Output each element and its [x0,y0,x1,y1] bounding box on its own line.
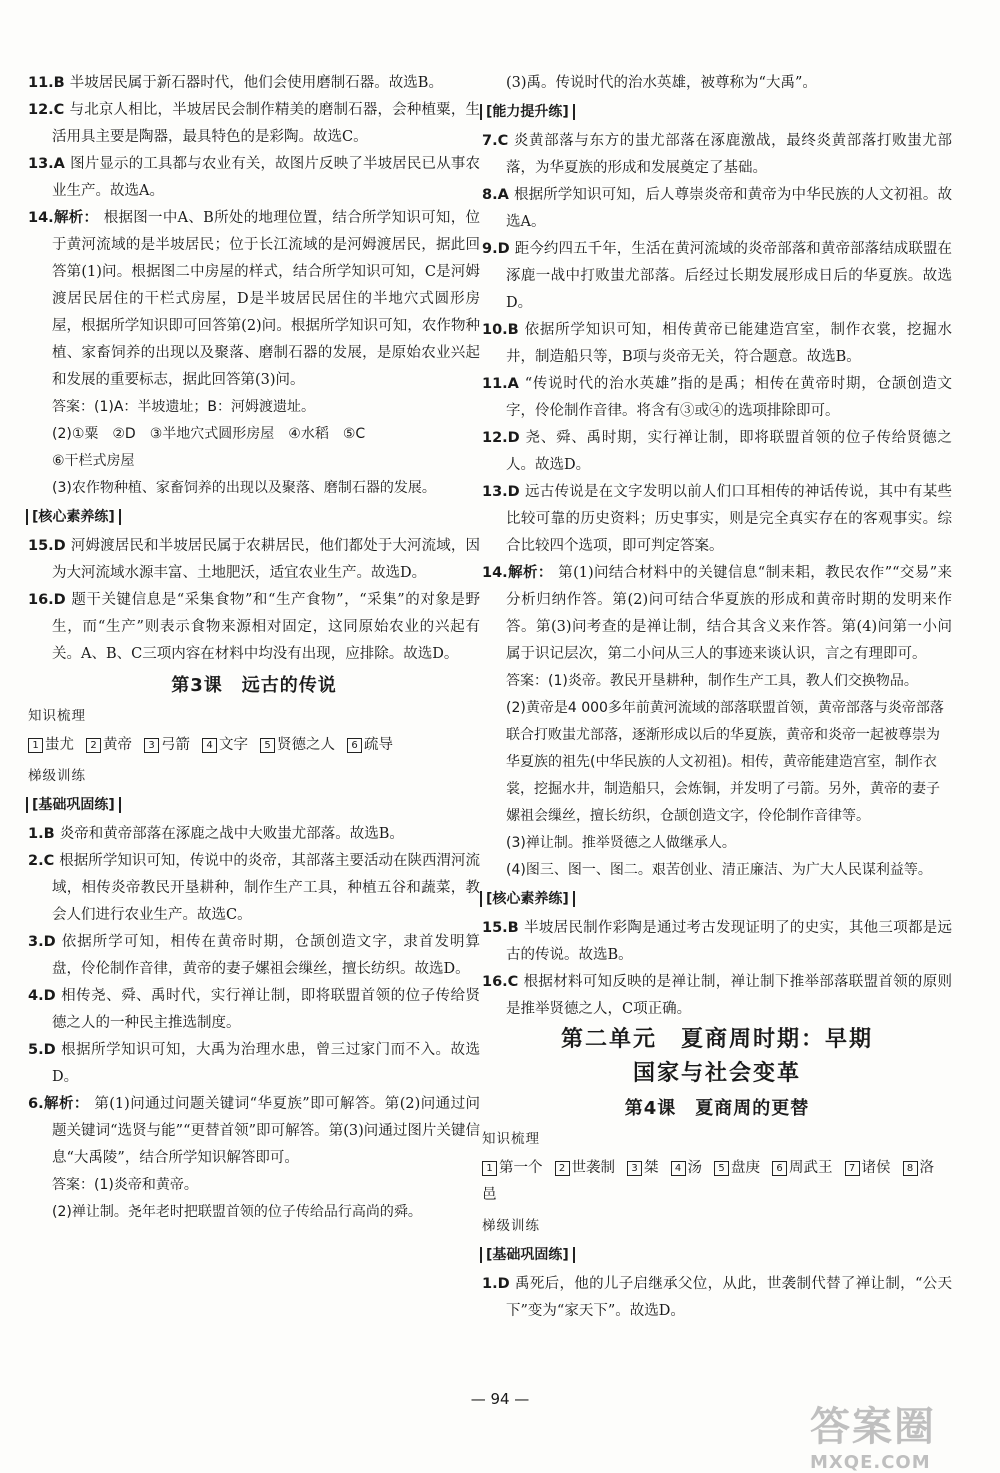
item-text: 根据材料可知反映的是禅让制，禅让制下推举部落联盟首领的原则是推举贤德之人，C项正确。 [506,974,952,1017]
left-answer-6 [28,1172,480,1226]
answer-line: (2)黄帝是4 000多年前黄河流域的部落联盟首领，黄帝部落与炎帝部落联合打败蚩尤部落，逐渐形成以后的华夏族，黄帝和炎帝一起被尊崇为华夏族的祖先(中华民族的人文初祖)。相传，黄帝能建造宫室，制作衣裳，挖掘水井，制造船只，会炼铜，并发明了弓箭。另外，黄帝的妻子嫘祖会缫丝，擅长纺织，仓颉创造文字，伶伦制作音律等。 [506,700,944,824]
right-items-improve [482,128,952,668]
left-items-basic [28,821,480,1172]
right-section-improve [480,99,952,126]
item-text: 禹死后，他的儿子启继承父位，从此，世袭制代替了禅让制，“公天下”变为“家天下”。故选D。 [506,1276,952,1319]
item-text: 图片显示的工具都与农业有关，故图片反映了半坡居民已从事农业生产。故选A。 [52,156,480,199]
answer-item [482,182,952,236]
item-text: 根据所学知识可知，后人尊崇炎帝和黄帝为中华民族的人文初祖。故选A。 [506,187,953,230]
item-text: 尧、舜、禹时期，实行禅让制，即将联盟首领的位子传给贤德之人。故选D。 [506,430,952,473]
knowledge-text: 疏导 [364,737,393,753]
answer-item [28,821,480,848]
knowledge-text: 第一个 [499,1160,543,1176]
item-text: 根据所学知识可知，大禹为治理水患，曾三过家门而不入。故选D。 [52,1042,481,1085]
ladder-heading: 梯级训练 [482,1218,540,1234]
item-text: 远古传说是在文字发明以前人们口耳相传的神话传说，其中有某些比较可靠的历史资料；历史事实，则是完全真实存在的客观事实。综合比较四个选项，即可判定答案。 [506,484,953,554]
right-section-core [480,886,952,913]
answer-item [482,1271,952,1325]
left-items-top [28,70,480,394]
item-text: 距今约四五千年，生活在黄河流域的炎帝部落和黄帝部落结成联盟在涿鹿一战中打败蚩尤部落。后经过长期发展形成日后的华夏族。故选D。 [506,241,952,311]
item-number: 13.A [28,156,71,172]
watermark-url: MXQE.COM [810,1452,931,1473]
answer-item [482,371,952,425]
knowledge-text: 贤德之人 [277,737,335,753]
knowledge-item [144,737,190,753]
right-item-3: (3)禹。传说时代的治水英雄，被尊称为“大禹”。 [506,75,817,91]
unit-2-title-line-1: 第二单元 夏商周时期：早期 [560,1027,873,1052]
item-number: 4.D [28,988,62,1004]
section-label: [核心素养练] [480,891,575,907]
item-text: 根据图一中A、B所处的地理位置，结合所学知识可知，位于黄河流域的是半坡居民；位于长江流域的是河姆渡居民，据此回答第(1)问。根据图二中房屋的样式，结合所学知识可知，C是河姆渡居民居住的干栏式房屋，D是半坡居民居住的半地穴式圆形房屋，根据所学知识即可回答第(2)问。根据所学知识可知，农作物种植、家畜饲养的出现以及聚落、磨制石器的发展，是原始农业兴起和发展的重要标志，据此回答第(3)问。 [52,210,481,388]
answer-item [482,969,952,1023]
knowledge-text: 蚩尤 [45,737,74,753]
item-text: 根据所学知识可知，传说中的炎帝，其部落主要活动在陕西渭河流域，相传炎帝教民开垦耕种，制作生产工具，种植五谷和蔬菜，教会人们进行农业生产。故选C。 [52,853,480,923]
item-number: 16.D [28,592,72,608]
boxed-number: 6 [772,1161,787,1176]
item-text: 依据所学可知，相传在黄帝时期，仓颉创造文字，隶首发明算盘，伶伦制作音律，黄帝的妻子嫘祖会缫丝，擅长纺织。故选D。 [52,934,480,977]
item-number: 9.D [482,241,515,257]
item-number: 5.D [28,1042,62,1058]
boxed-number: 5 [714,1161,729,1176]
item-text: 炎黄部落与东方的蚩尤部落在涿鹿激战，最终炎黄部落打败蚩尤部落，为华夏族的形成和发展奠定了基础。 [506,133,952,176]
answer-line: 答案：(1)炎帝。教民开垦耕种，制作生产工具，教人们交换物品。 [506,673,918,689]
answer-item [28,929,480,983]
item-number: 11.B [28,75,70,91]
answer-line: ⑥干栏式房屋 [52,453,135,469]
item-number: 16.C [482,974,524,990]
answer-item [482,915,952,969]
knowledge-item [772,1160,833,1176]
item-number: 1.B [28,826,60,842]
knowledge-text: 黄帝 [103,737,132,753]
knowledge-item [671,1160,703,1176]
knowledge-list [482,1155,952,1209]
answer-item [28,1091,480,1172]
section-label: [核心素养练] [26,509,121,525]
knowledge-item [347,737,393,753]
item-text: 与北京人相比，半坡居民会制作精美的磨制石器，会种植粟，生活用具主要是陶器，最具特色的是彩陶。故选C。 [52,102,480,145]
item-number: 14.解析： [482,565,559,581]
answer-line: (2)禅让制。尧年老时把联盟首领的位子传给品行高尚的舜。 [52,1204,422,1220]
item-text: 依据所学知识可知，相传黄帝已能建造宫室，制作衣裳，挖掘水井，制造船只等，B项与炎帝无关，符合题意。故选B。 [506,322,953,365]
page-number: — 94 — [470,1390,530,1408]
answer-item [482,236,952,317]
knowledge-heading: 知识梳理 [482,1131,540,1147]
section-label: [能力提升练] [480,104,575,120]
boxed-number: 8 [903,1161,918,1176]
knowledge-text: 汤 [687,1160,702,1176]
knowledge-text: 诸侯 [861,1160,891,1176]
answer-item [482,560,952,668]
watermark-text: 答案圈 [810,1404,936,1450]
left-section-core [26,504,480,531]
section-label: [基础巩固练] [480,1247,575,1263]
boxed-number: 4 [202,738,217,753]
answer-line: 答案：(1)A：半坡遗址；B：河姆渡遗址。 [52,399,316,415]
knowledge-item [555,1160,616,1176]
right-items-core [482,915,952,1023]
watermark-logo [810,1395,990,1473]
unit-2-title-line-2: 国家与社会变革 [632,1061,801,1086]
item-number: 15.B [482,920,525,936]
item-number: 8.A [482,187,514,203]
item-number: 12.C [28,102,70,118]
knowledge-text: 弓箭 [161,737,190,753]
knowledge-text: 世袭制 [571,1160,615,1176]
lesson-4-title: 第4课 夏商周的更替 [624,1098,810,1119]
item-number: 12.D [482,430,526,446]
knowledge-list [28,732,480,759]
answer-line: (4)图三、图一、图二。艰苦创业、清正廉洁、为广大人民谋利益等。 [506,862,932,878]
answer-item [482,128,952,182]
boxed-number: 2 [86,738,101,753]
answer-item [28,533,480,587]
boxed-number: 1 [28,738,43,753]
lesson-3-title: 第3课 远古的传说 [171,675,337,696]
answer-item [482,317,952,371]
knowledge-text: 周武王 [789,1160,833,1176]
answer-item [28,1037,480,1091]
knowledge-heading: 知识梳理 [28,708,86,724]
knowledge-item [482,1160,543,1176]
answer-line: 答案：(1)炎帝和黄帝。 [52,1177,198,1193]
right-section-basic [480,1242,952,1269]
answer-item [28,151,480,205]
item-text: “传说时代的治水英雄”指的是禹；相传在黄帝时期，仓颉创造文字，伶伦制作音律。将含有③或④的选项排除即可。 [506,376,952,419]
item-number: 14.解析： [28,210,104,226]
item-number: 7.C [482,133,514,149]
answer-item [28,70,480,97]
knowledge-text: 盘庚 [731,1160,760,1176]
boxed-number: 2 [555,1161,570,1176]
boxed-number: 3 [144,738,159,753]
item-number: 15.D [28,538,71,554]
item-number: 1.D [482,1276,515,1292]
item-number: 3.D [28,934,62,950]
item-text: 炎帝和黄帝部落在涿鹿之战中大败蚩尤部落。故选B。 [59,826,404,842]
knowledge-text: 洛邑 [482,1160,934,1203]
item-number: 2.C [28,853,60,869]
right-items-basic [482,1271,952,1325]
knowledge-item [28,737,74,753]
answer-item [28,205,480,394]
section-label: [基础巩固练] [26,797,121,813]
item-text: 题干关键信息是“采集食物”和“生产食物”，“采集”的对象是野生，而“生产”则表示食物来源相对固定，这同原始农业的兴起有关。A、B、C三项内容在材料中均没有出现，应排除。故选D。 [52,592,480,662]
item-text: 半坡居民属于新石器时代，他们会使用磨制石器。故选B。 [69,75,443,91]
answer-item [482,479,952,560]
answer-item [482,425,952,479]
item-number: 6.解析： [28,1096,95,1112]
right-answer-14 [482,668,952,884]
answer-line: (3)农作物种植、家畜饲养的出现以及聚落、磨制石器的发展。 [52,480,436,496]
ladder-heading: 梯级训练 [28,768,86,784]
item-text: 第(1)问结合材料中的关键信息“制耒耜，教民农作”“交易”来分析归纳作答。第(2)问可结合华夏族的形成和黄帝时期的发明来作答。第(3)问考查的是禅让制，结合其含义来作答。第(4)问第一小问属于识记层次，第二小问从三人的事迹来谈认识，言之有理即可。 [506,565,952,662]
boxed-number: 7 [845,1161,860,1176]
answer-item [28,97,480,151]
right-column [482,70,952,1325]
boxed-number: 3 [627,1161,642,1176]
left-answer-14 [28,394,480,502]
item-number: 10.B [482,322,525,338]
knowledge-item [627,1160,659,1176]
item-number: 13.D [482,484,526,500]
answer-item [28,848,480,929]
knowledge-item [202,737,248,753]
knowledge-text: 文字 [219,737,248,753]
answer-line: (3)禅让制。推举贤德之人做继承人。 [506,835,736,851]
item-number: 11.A [482,376,525,392]
boxed-number: 5 [260,738,275,753]
knowledge-item [260,737,335,753]
knowledge-item [714,1160,760,1176]
left-section-basic [26,792,480,819]
left-column [28,70,480,1226]
item-text: 半坡居民制作彩陶是通过考古发现证明了的史实，其他三项都是远古的传说。故选B。 [506,920,952,963]
boxed-number: 6 [347,738,362,753]
item-text: 第(1)问通过问题关键词“华夏族”即可解答。第(2)问通过问题关键词“选贤与能”“更替首领”即可解答。第(3)问通过图片关键信息“大禹陵”，结合所学知识解答即可。 [52,1096,480,1166]
item-text: 相传尧、舜、禹时代，实行禅让制，即将联盟首领的位子传给贤德之人的一种民主推选制度。 [52,988,481,1031]
answer-line: (2)①粟 ②D ③半地穴式圆形房屋 ④水稻 ⑤C [52,426,366,442]
answer-item [28,983,480,1037]
answer-item [28,587,480,668]
boxed-number: 1 [482,1161,497,1176]
boxed-number: 4 [671,1161,686,1176]
item-text: 河姆渡居民和半坡居民属于农耕居民，他们都处于大河流域，因为大河流域水源丰富、土地肥沃，适宜农业生产。故选D。 [52,538,480,581]
knowledge-text: 桀 [644,1160,659,1176]
left-items-core [28,533,480,668]
knowledge-item [86,737,132,753]
knowledge-item [845,1160,891,1176]
